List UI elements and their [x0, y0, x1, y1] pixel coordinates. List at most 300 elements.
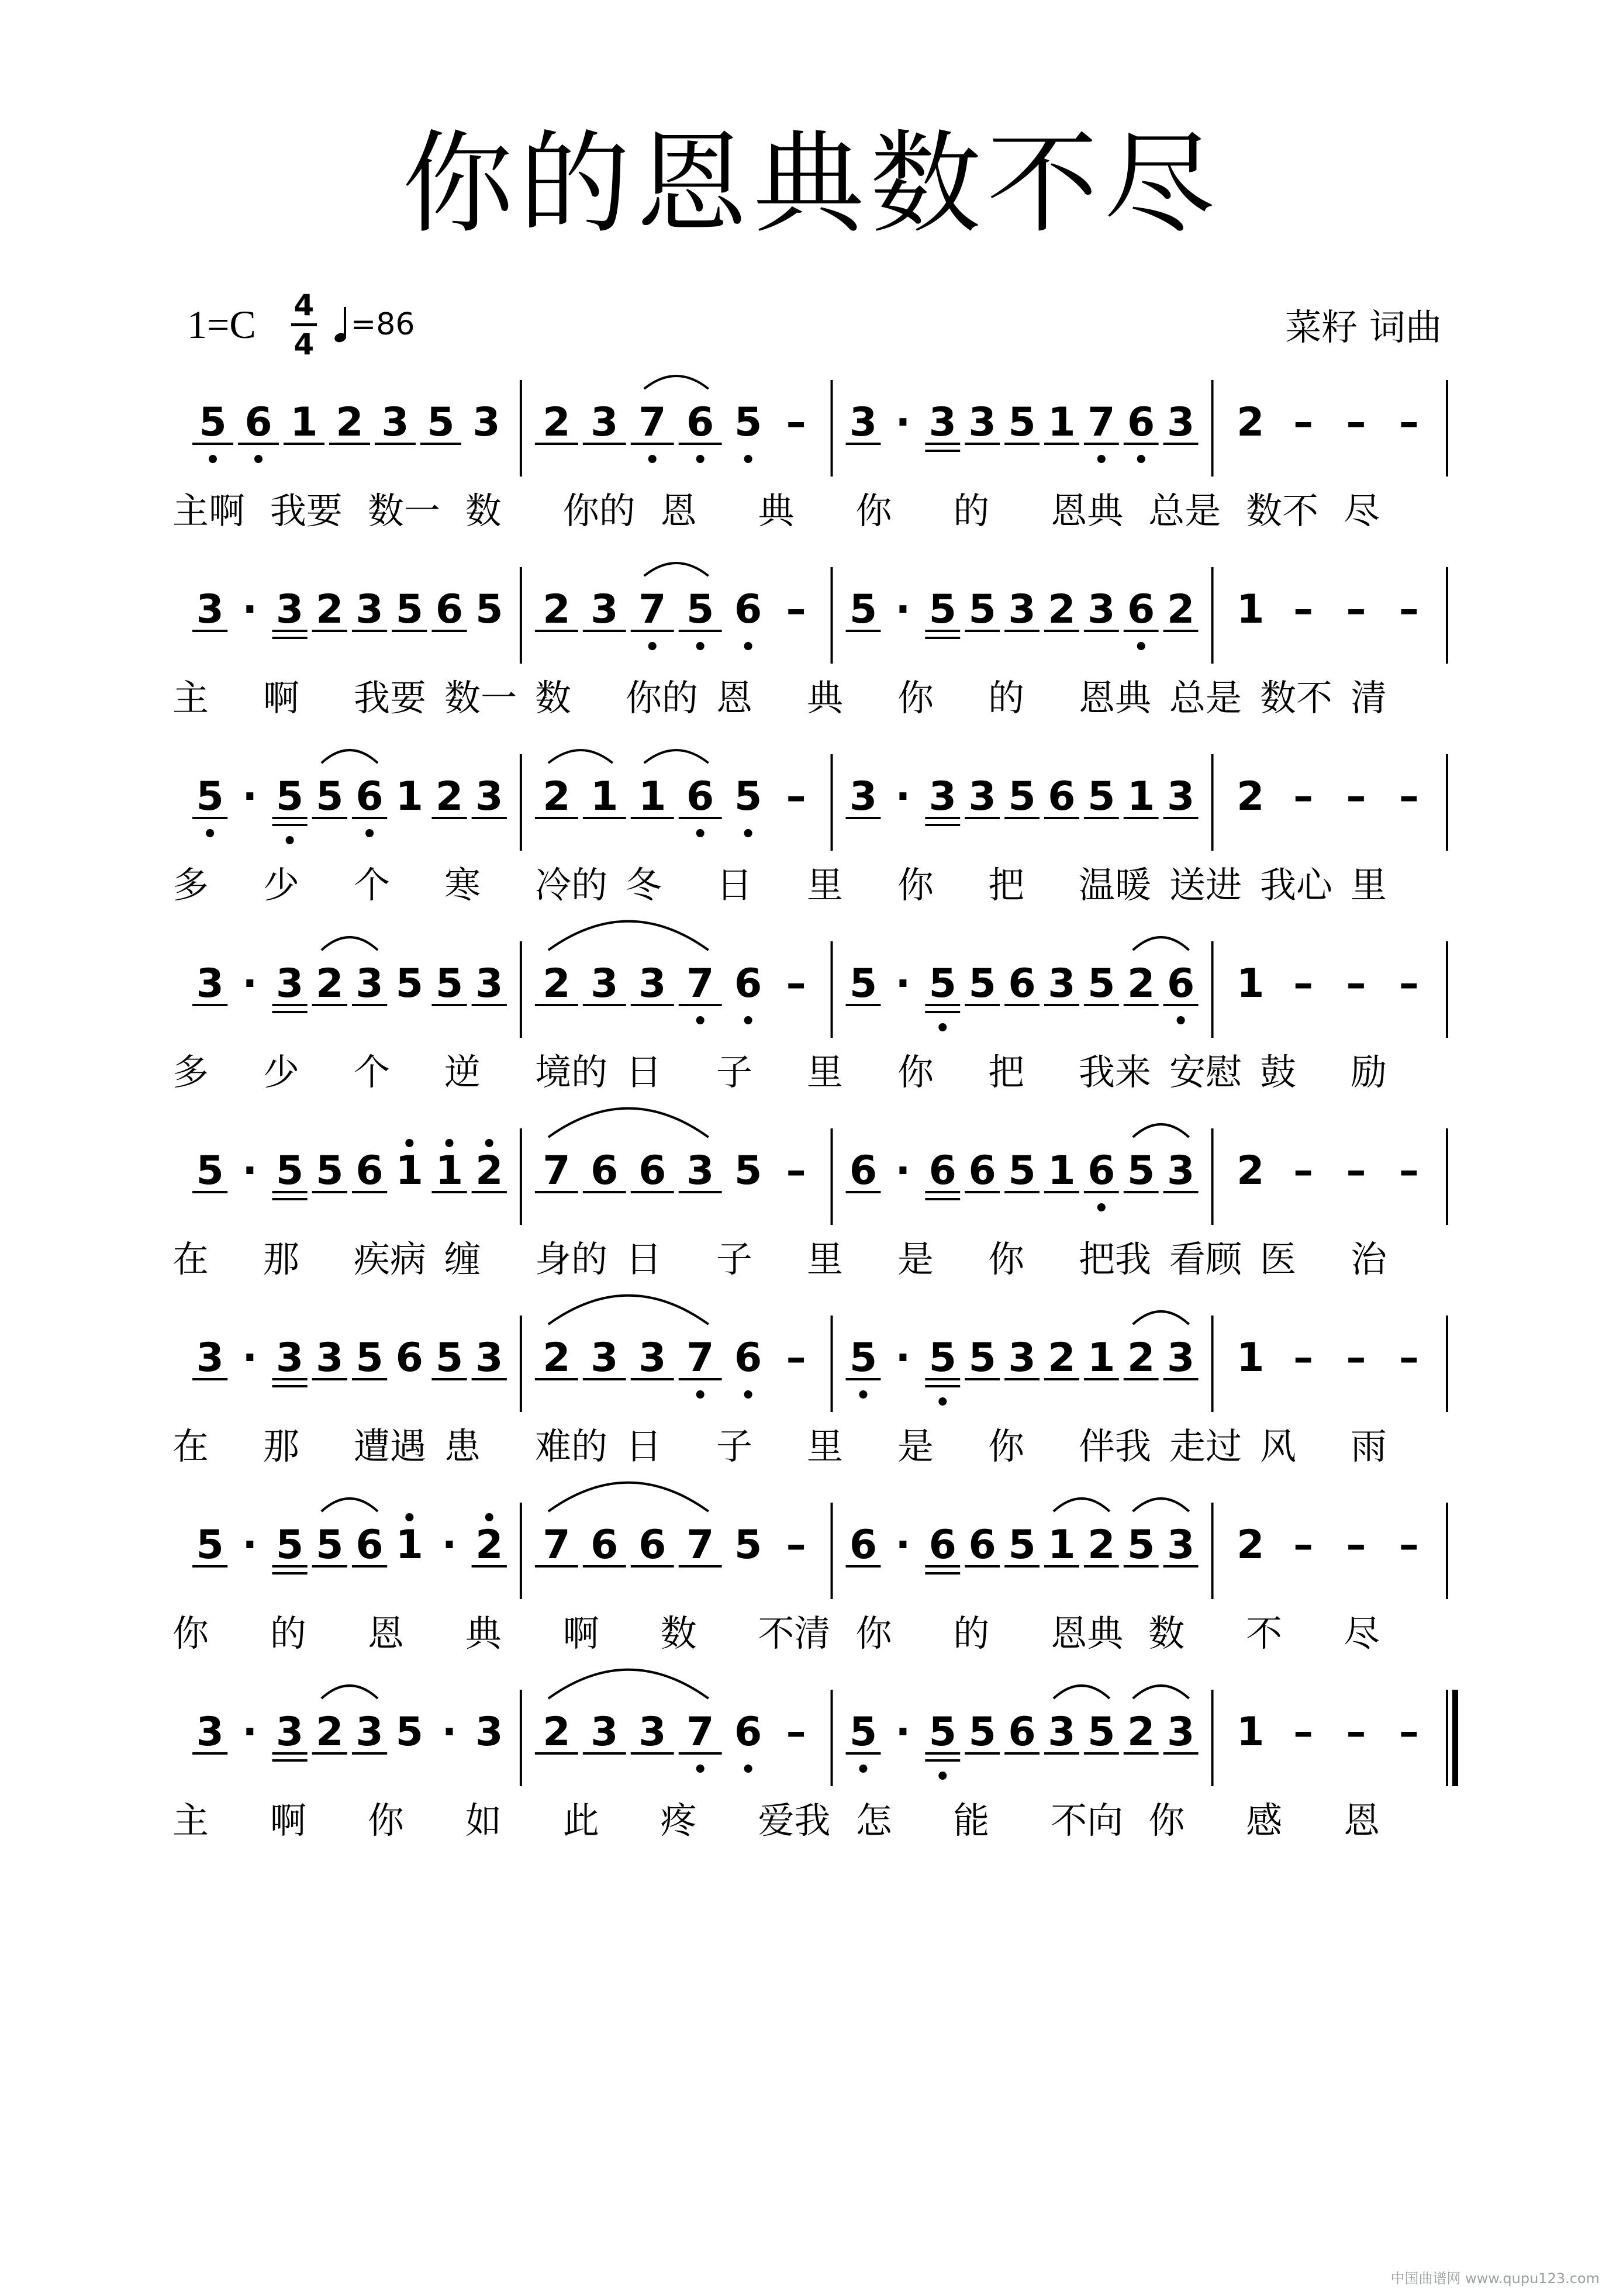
note-number: 3 — [1048, 961, 1076, 1007]
note-dash: – — [1346, 1709, 1366, 1755]
note-number: 3 — [928, 399, 956, 446]
low-octave-dot — [286, 836, 294, 844]
note-number: 5 — [1008, 399, 1036, 446]
low-octave-dot — [744, 1765, 752, 1773]
note-number: 5 — [734, 1148, 762, 1194]
note-number: 3 — [849, 399, 878, 446]
note-number: 2 — [316, 1709, 344, 1755]
note-dash: – — [786, 1148, 806, 1194]
note-number: 3 — [196, 586, 224, 633]
lyric-syllable: 难的 — [535, 1425, 608, 1468]
lyric-syllable: 我来 — [1079, 1051, 1152, 1093]
note-number: 6 — [591, 1522, 619, 1568]
note-number: 1 — [1087, 1335, 1116, 1381]
note-number: 6 — [1048, 774, 1076, 820]
lyric-syllable: 缠 — [444, 1238, 481, 1280]
note-dash: – — [1398, 1335, 1419, 1381]
note-number: 3 — [1166, 1709, 1195, 1755]
low-octave-dot — [365, 829, 374, 837]
slur — [1133, 1499, 1189, 1511]
lyric-syllable: 疾病 — [354, 1238, 427, 1280]
slur — [1054, 1686, 1110, 1698]
lyric-syllable: 恩典 — [1051, 1612, 1124, 1655]
note-number: 2 — [543, 774, 571, 820]
lyric-syllable: 多 — [172, 1051, 209, 1093]
lyric-syllable: 不 — [1246, 1612, 1283, 1655]
lyric-syllable: 啊 — [562, 1612, 599, 1655]
slur — [1133, 937, 1189, 950]
low-octave-dot — [1177, 1016, 1185, 1024]
low-octave-dot — [696, 829, 705, 837]
augmentation-dot: · — [895, 1335, 911, 1381]
augmentation-dot: · — [242, 586, 258, 633]
lyric-syllable: 送进 — [1169, 864, 1242, 906]
note-number: 2 — [336, 399, 364, 446]
note-number: 6 — [591, 1148, 619, 1194]
lyric-syllable: 你 — [897, 676, 934, 719]
note-dash: – — [786, 961, 806, 1007]
slur — [322, 750, 378, 763]
slur — [1133, 1124, 1189, 1137]
note-number: 3 — [355, 961, 384, 1007]
lyric-syllable: 数不 — [1260, 676, 1333, 719]
note-dash: – — [1398, 774, 1419, 820]
low-octave-dot — [744, 1016, 752, 1024]
note-number: 6 — [968, 1522, 996, 1568]
note-number: 7 — [686, 1522, 714, 1568]
note-number: 5 — [355, 1335, 384, 1381]
note-number: 2 — [1087, 1522, 1116, 1568]
lyric-syllable: 的 — [953, 489, 990, 532]
note-dash: – — [1293, 1522, 1314, 1568]
note-number: 5 — [427, 399, 455, 446]
note-number: 3 — [475, 1709, 503, 1755]
note-number: 5 — [968, 586, 996, 633]
lyric-syllable: 主啊 — [172, 489, 246, 532]
low-octave-dot — [744, 1390, 752, 1399]
note-number: 1 — [1237, 586, 1265, 633]
note-number: 5 — [275, 1148, 304, 1194]
note-dash: – — [1398, 1148, 1419, 1194]
lyric-syllable: 少 — [263, 864, 300, 906]
note-number: 3 — [1166, 1522, 1195, 1568]
lyric-syllable: 把我 — [1079, 1238, 1152, 1280]
low-octave-dot — [859, 1390, 867, 1399]
note-number: 5 — [475, 586, 503, 633]
lyric-syllable: 恩 — [1344, 1799, 1380, 1842]
lyric-syllable: 我要 — [354, 676, 427, 719]
note-dash: – — [1293, 774, 1314, 820]
note-number: 6 — [355, 774, 384, 820]
note-number: 5 — [395, 1709, 423, 1755]
note-number: 3 — [196, 1335, 224, 1381]
lyric-syllable: 日 — [626, 1425, 662, 1468]
note-number: 6 — [638, 1522, 667, 1568]
lyric-syllable: 是 — [897, 1425, 934, 1468]
note-number: 3 — [928, 774, 956, 820]
note-number: 2 — [1127, 961, 1155, 1007]
lyric-syllable: 爱我 — [758, 1799, 831, 1842]
note-number: 2 — [543, 961, 571, 1007]
note-number: 5 — [849, 961, 878, 1007]
note-number: 5 — [316, 774, 344, 820]
note-number: 5 — [928, 1335, 956, 1381]
note-number: 6 — [734, 1709, 762, 1755]
note-dash: – — [786, 1522, 806, 1568]
augmentation-dot: · — [242, 1148, 258, 1194]
low-octave-dot — [254, 455, 263, 463]
lyric-syllable: 鼓 — [1260, 1051, 1297, 1093]
lyric-syllable: 你的 — [626, 676, 699, 719]
note-number: 2 — [316, 961, 344, 1007]
lyric-syllable: 不向 — [1051, 1799, 1124, 1842]
note-dash: – — [1346, 961, 1366, 1007]
lyric-syllable: 走过 — [1169, 1425, 1242, 1468]
lyric-syllable: 里 — [807, 864, 844, 906]
lyric-syllable: 恩 — [367, 1612, 404, 1655]
lyric-syllable: 日 — [626, 1238, 662, 1280]
note-number: 5 — [316, 1522, 344, 1568]
slur — [548, 1670, 709, 1698]
watermark: 中国曲谱网 www.qupu123.com — [1390, 2270, 1600, 2287]
note-number: 1 — [1127, 774, 1155, 820]
note-number: 6 — [1087, 1148, 1116, 1194]
note-number: 7 — [1087, 399, 1116, 446]
note-number: 5 — [968, 961, 996, 1007]
note-number: 3 — [196, 1709, 224, 1755]
lyric-syllable: 那 — [263, 1425, 300, 1468]
note-number: 6 — [1166, 961, 1195, 1007]
composer-credit: 菜籽 词曲 — [1285, 306, 1442, 348]
slur — [322, 1499, 378, 1511]
note-number: 7 — [638, 586, 667, 633]
slur — [322, 937, 378, 950]
note-dash: – — [1293, 586, 1314, 633]
note-number: 5 — [395, 586, 423, 633]
note-number: 5 — [196, 1148, 224, 1194]
augmentation-dot: · — [895, 774, 911, 820]
lyric-syllable: 患 — [444, 1425, 481, 1468]
slur — [644, 750, 709, 763]
augmentation-dot: · — [242, 961, 258, 1007]
lyric-syllable: 身的 — [535, 1238, 608, 1280]
note-number: 5 — [928, 1709, 956, 1755]
lyric-syllable: 看顾 — [1169, 1238, 1242, 1280]
note-number: 7 — [686, 1335, 714, 1381]
lyric-syllable: 恩 — [660, 489, 697, 532]
high-octave-dot — [405, 1513, 413, 1521]
note-dash: – — [1398, 1522, 1419, 1568]
note-number: 1 — [1048, 399, 1076, 446]
augmentation-dot: · — [242, 1709, 258, 1755]
note-number: 2 — [543, 586, 571, 633]
note-number: 6 — [928, 1522, 956, 1568]
lyric-syllable: 怎 — [855, 1799, 892, 1842]
note-dash: – — [1398, 399, 1419, 446]
note-number: 5 — [275, 774, 304, 820]
lyric-syllable: 此 — [562, 1799, 599, 1842]
note-number: 6 — [435, 586, 464, 633]
note-number: 3 — [638, 961, 667, 1007]
lyric-syllable: 你 — [988, 1238, 1025, 1280]
low-octave-dot — [206, 829, 214, 837]
note-number: 7 — [686, 1709, 714, 1755]
note-number: 5 — [199, 399, 227, 446]
note-number: 3 — [1166, 1335, 1195, 1381]
slur — [644, 376, 709, 389]
note-number: 3 — [196, 961, 224, 1007]
note-number: 1 — [435, 1148, 464, 1194]
slur — [1133, 1311, 1189, 1324]
augmentation-dot: · — [242, 1335, 258, 1381]
note-number: 2 — [475, 1522, 503, 1568]
low-octave-dot — [696, 1390, 705, 1399]
slur — [1133, 1686, 1189, 1698]
lyric-syllable: 风 — [1260, 1425, 1297, 1468]
low-octave-dot — [696, 1016, 705, 1024]
note-number: 5 — [734, 399, 762, 446]
note-dash: – — [1346, 1148, 1366, 1194]
note-number: 2 — [1048, 586, 1076, 633]
lyric-syllable: 在 — [172, 1425, 209, 1468]
note-number: 1 — [1237, 961, 1265, 1007]
note-dash: – — [786, 1709, 806, 1755]
note-number: 6 — [395, 1335, 423, 1381]
note-number: 1 — [395, 774, 423, 820]
lyric-syllable: 清 — [1351, 676, 1387, 719]
note-number: 5 — [968, 1335, 996, 1381]
note-number: 2 — [1048, 1335, 1076, 1381]
high-octave-dot — [485, 1139, 493, 1147]
note-number: 5 — [435, 961, 464, 1007]
lyric-syllable: 典 — [465, 1612, 502, 1655]
note-number: 7 — [543, 1522, 571, 1568]
note-number: 5 — [1008, 774, 1036, 820]
lyric-syllable: 如 — [465, 1799, 502, 1842]
note-dash: – — [1346, 774, 1366, 820]
augmentation-dot: · — [242, 1522, 258, 1568]
note-number: 1 — [395, 1148, 423, 1194]
lyric-syllable: 医 — [1260, 1238, 1297, 1280]
low-octave-dot — [648, 642, 657, 650]
high-octave-dot — [405, 1139, 413, 1147]
lyric-syllable: 主 — [172, 676, 209, 719]
lyric-syllable: 啊 — [270, 1799, 306, 1842]
note-number: 7 — [686, 961, 714, 1007]
note-number: 6 — [734, 1335, 762, 1381]
note-number: 1 — [591, 774, 619, 820]
note-number: 5 — [1008, 1148, 1036, 1194]
slur — [548, 1483, 709, 1511]
note-number: 5 — [1127, 1148, 1155, 1194]
note-number: 2 — [1237, 774, 1265, 820]
slur — [1054, 1499, 1110, 1511]
slur — [548, 1109, 709, 1137]
note-number: 6 — [355, 1522, 384, 1568]
note-number: 6 — [686, 399, 714, 446]
note-number: 2 — [475, 1148, 503, 1194]
lyric-syllable: 治 — [1351, 1238, 1387, 1280]
lyric-syllable: 数不 — [1246, 489, 1319, 532]
lyric-syllable: 典 — [758, 489, 795, 532]
note-number: 5 — [686, 586, 714, 633]
note-number: 3 — [275, 1335, 304, 1381]
lyric-syllable: 把 — [988, 864, 1025, 906]
note-number: 6 — [686, 774, 714, 820]
lyric-syllable: 里 — [1351, 864, 1387, 906]
note-dash: – — [1346, 1335, 1366, 1381]
lyric-syllable: 数 — [465, 489, 502, 532]
note-number: 3 — [475, 1335, 503, 1381]
note-number: 3 — [1166, 774, 1195, 820]
note-number: 2 — [543, 1335, 571, 1381]
note-number: 6 — [734, 961, 762, 1007]
note-dash: – — [786, 586, 806, 633]
lyric-syllable: 我心 — [1260, 864, 1333, 906]
lyric-syllable: 尽 — [1344, 489, 1380, 532]
low-octave-dot — [744, 642, 752, 650]
note-number: 2 — [435, 774, 464, 820]
note-number: 6 — [1008, 961, 1036, 1007]
lyric-syllable: 总是 — [1169, 676, 1242, 719]
note-number: 1 — [1048, 1148, 1076, 1194]
lyric-syllable: 少 — [263, 1051, 300, 1093]
low-octave-dot — [1097, 1203, 1106, 1211]
note-number: 6 — [849, 1522, 878, 1568]
lyric-syllable: 子 — [716, 1425, 753, 1468]
note-number: 3 — [686, 1148, 714, 1194]
note-number: 6 — [734, 586, 762, 633]
note-number: 3 — [355, 1709, 384, 1755]
note-number: 5 — [928, 586, 956, 633]
slur — [548, 750, 613, 763]
note-number: 3 — [1166, 1148, 1195, 1194]
note-number: 3 — [275, 961, 304, 1007]
high-octave-dot — [446, 1139, 454, 1147]
note-number: 3 — [1166, 399, 1195, 446]
note-number: 2 — [1237, 399, 1265, 446]
lyric-syllable: 多 — [172, 864, 209, 906]
note-number: 7 — [543, 1148, 571, 1194]
low-octave-dot — [859, 1765, 867, 1773]
low-octave-dot — [648, 455, 657, 463]
note-number: 3 — [591, 586, 619, 633]
lyric-syllable: 你 — [855, 489, 892, 532]
lyric-syllable: 主 — [172, 1799, 209, 1842]
note-number: 3 — [849, 774, 878, 820]
lyric-syllable: 逆 — [444, 1051, 481, 1093]
note-number: 5 — [196, 774, 224, 820]
note-number: 3 — [638, 1335, 667, 1381]
lyric-syllable: 伴我 — [1079, 1425, 1152, 1468]
note-dash: – — [786, 774, 806, 820]
lyric-syllable: 里 — [807, 1425, 844, 1468]
note-number: 7 — [638, 399, 667, 446]
lyric-syllable: 你 — [988, 1425, 1025, 1468]
note-dash: – — [1293, 961, 1314, 1007]
lyric-syllable: 的 — [270, 1612, 306, 1655]
note-number: 6 — [1008, 1709, 1036, 1755]
note-number: 5 — [734, 774, 762, 820]
note-number: 6 — [244, 399, 272, 446]
note-number: 6 — [968, 1148, 996, 1194]
slur — [548, 921, 709, 950]
augmentation-dot: · — [441, 1522, 457, 1568]
note-number: 3 — [638, 1709, 667, 1755]
lyric-syllable: 你 — [897, 1051, 934, 1093]
note-number: 3 — [591, 1709, 619, 1755]
lyric-syllable: 子 — [716, 1051, 753, 1093]
low-octave-dot — [744, 829, 752, 837]
slur — [322, 1686, 378, 1698]
note-number: 3 — [275, 586, 304, 633]
note-number: 5 — [196, 1522, 224, 1568]
lyric-syllable: 数一 — [444, 676, 517, 719]
note-number: 3 — [1008, 586, 1036, 633]
note-number: 2 — [543, 399, 571, 446]
note-number: 3 — [475, 961, 503, 1007]
augmentation-dot: · — [895, 961, 911, 1007]
note-number: 5 — [968, 1709, 996, 1755]
lyric-syllable: 数 — [535, 676, 572, 719]
note-number: 2 — [1237, 1522, 1265, 1568]
lyric-syllable: 日 — [716, 864, 753, 906]
note-number: 3 — [1008, 1335, 1036, 1381]
lyric-syllable: 数 — [660, 1612, 697, 1655]
low-octave-dot — [1137, 455, 1145, 463]
note-number: 3 — [968, 774, 996, 820]
note-dash: – — [1398, 961, 1419, 1007]
low-octave-dot — [696, 1765, 705, 1773]
augmentation-dot: · — [895, 399, 911, 446]
lyric-syllable: 冬 — [626, 864, 662, 906]
time-signature-top: 4 — [293, 288, 315, 322]
augmentation-dot: · — [895, 1522, 911, 1568]
note-number: 1 — [1237, 1335, 1265, 1381]
note-number: 1 — [638, 774, 667, 820]
note-number: 2 — [316, 586, 344, 633]
note-number: 1 — [1048, 1522, 1076, 1568]
lyric-syllable: 你的 — [562, 489, 636, 532]
note-number: 3 — [1087, 586, 1116, 633]
note-dash: – — [1346, 399, 1366, 446]
lyric-syllable: 温暖 — [1079, 864, 1152, 906]
lyric-syllable: 个 — [354, 864, 391, 906]
lyric-syllable: 你 — [172, 1612, 209, 1655]
lyric-syllable: 恩 — [716, 676, 753, 719]
slur — [644, 563, 709, 576]
note-dash: – — [786, 1335, 806, 1381]
note-dash: – — [1293, 1335, 1314, 1381]
low-octave-dot — [1097, 455, 1106, 463]
low-octave-dot — [209, 455, 217, 463]
low-octave-dot — [696, 455, 705, 463]
note-number: 2 — [1166, 586, 1195, 633]
key-signature: 1=C — [187, 302, 256, 347]
low-octave-dot — [1137, 642, 1145, 650]
lyric-syllable: 励 — [1351, 1051, 1387, 1093]
lyric-syllable: 子 — [716, 1238, 753, 1280]
slur — [548, 1296, 709, 1324]
augmentation-dot: · — [441, 1709, 457, 1755]
lyric-syllable: 你 — [897, 864, 934, 906]
lyric-syllable: 啊 — [263, 676, 300, 719]
note-number: 3 — [968, 399, 996, 446]
note-number: 6 — [849, 1148, 878, 1194]
tempo-value: =86 — [350, 307, 415, 342]
lyric-syllable: 你 — [1148, 1799, 1185, 1842]
note-number: 2 — [1237, 1148, 1265, 1194]
